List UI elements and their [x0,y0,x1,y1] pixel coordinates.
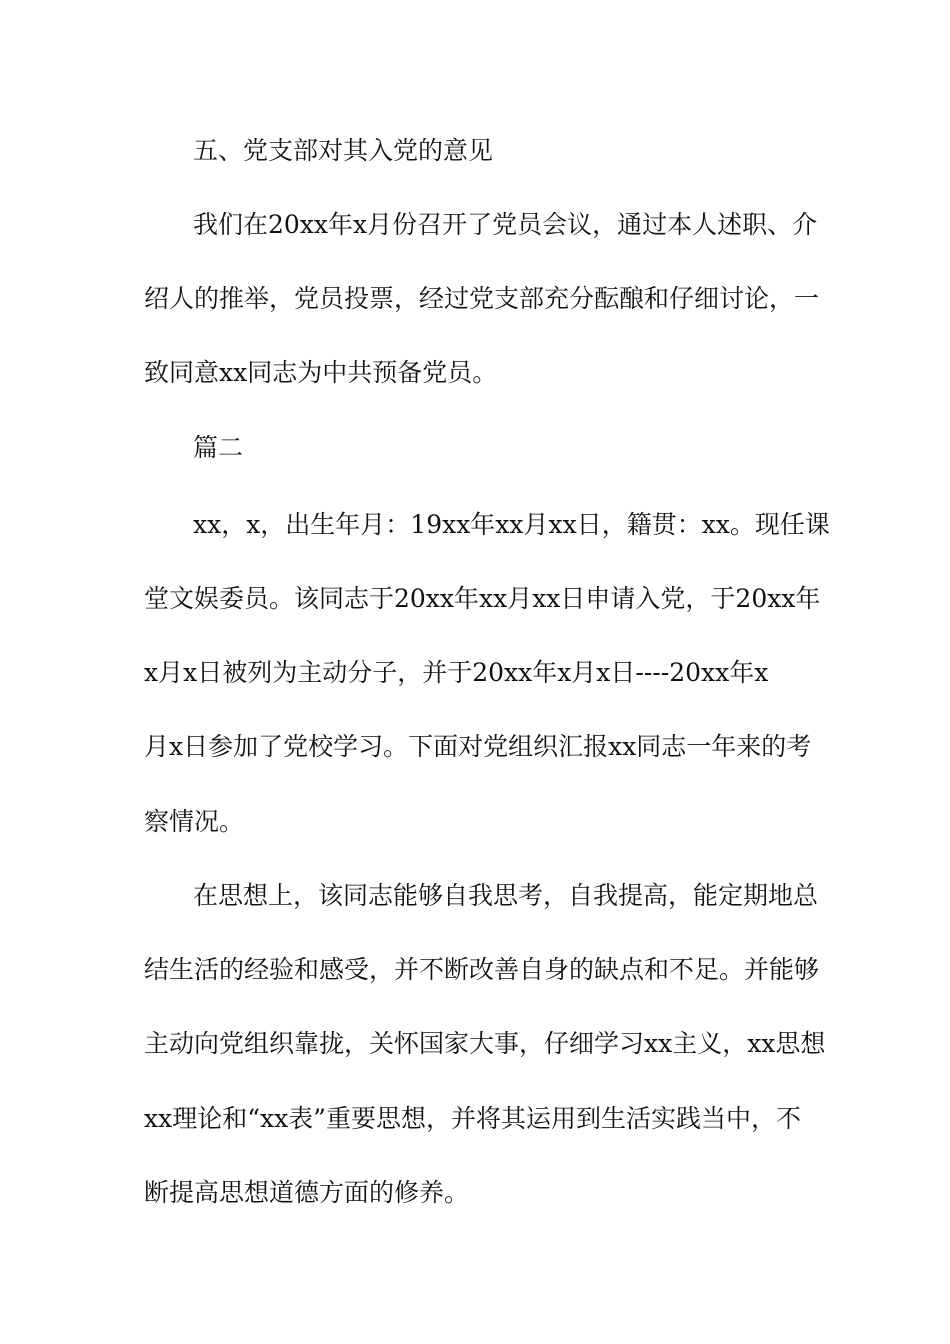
paragraph-line: 察情况。 [144,807,245,836]
paragraph-line: 绍人的推举，党员投票，经过党支部充分酝酿和仔细讨论，一 [144,284,820,313]
paragraph-line: 主动向党组织靠拢，关怀国家大事，仔细学习xx主义，xx思想 [144,1029,826,1058]
paragraph-line: 结生活的经验和感受，并不断改善自身的缺点和不足。并能够 [144,955,820,984]
paragraph-line: xx理论和“xx表”重要思想，并将其运用到生活实践当中，不 [144,1104,801,1133]
paragraph-line: 我们在20xx年x月份召开了党员会议，通过本人述职、介 [193,210,818,239]
paragraph-line: 致同意xx同志为中共预备党员。 [144,358,498,387]
paragraph-line: 月x日参加了党校学习。下面对党组织汇报xx同志一年来的考 [144,732,812,761]
paragraph-line: 堂文娱委员。该同志于20xx年xx月xx日申请入党，于20xx年 [144,584,821,613]
paragraph-line: xx，x，出生年月：19xx年xx月xx日，籍贯：xx。现任课 [193,510,830,539]
paragraph-line: x月x日被列为主动分子，并于20xx年x月x日----20xx年x [144,658,769,687]
section-heading: 五、党支部对其入党的意见 [193,136,494,165]
paragraph-line: 断提高思想道德方面的修养。 [144,1178,470,1207]
paragraph-line: 在思想上，该同志能够自我思考，自我提高，能定期地总 [193,881,819,910]
part-heading: 篇二 [193,433,244,462]
